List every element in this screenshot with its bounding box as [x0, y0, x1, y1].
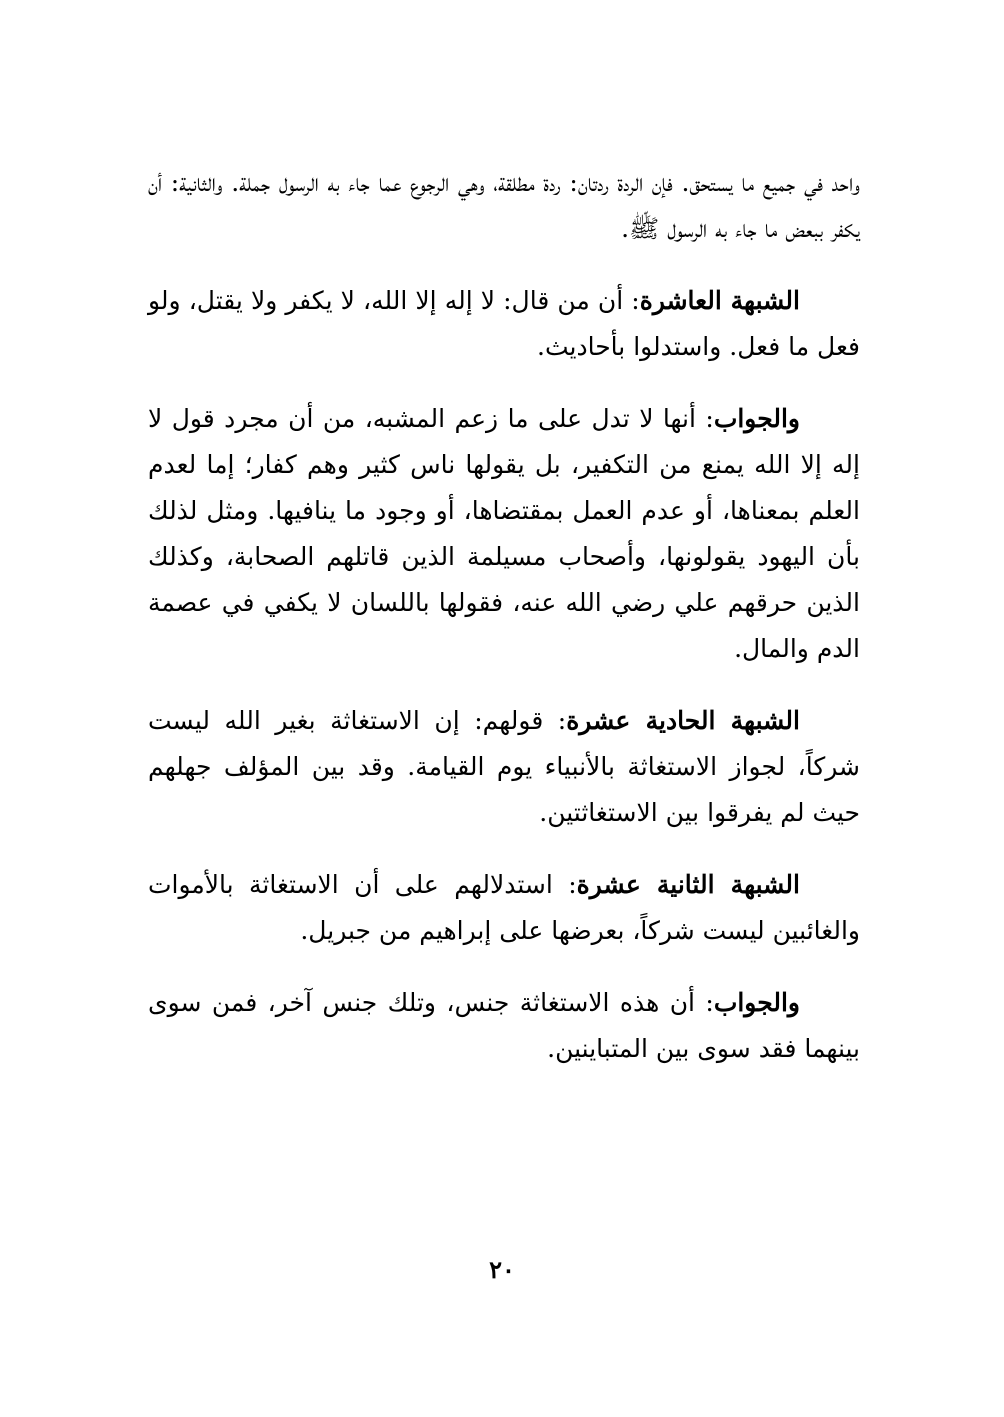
- paragraph-eleventh-doubt: [148, 698, 860, 836]
- page-number: ٢٠: [489, 1255, 515, 1284]
- paragraph-lead: والجواب: [713, 988, 800, 1017]
- paragraph-answer-twelfth: [148, 980, 860, 1072]
- paragraph-text: : قولهم: إن الاستغاثة بغير الله ليست شركاً، لجواز الاستغاثة بالأنبياء يوم القيامة. وقد بين المؤلف جهلهم حيث لم يفرقوا بين الاستغاثتين.: [148, 706, 860, 827]
- paragraph-lead: الشبهة العاشرة: [639, 286, 800, 315]
- paragraph-twelfth-doubt: [148, 862, 860, 954]
- paragraph-text: : استدلالهم على أن الاستغاثة بالأموات والغائبين ليست شركاً، بعرضها على إبراهيم من جبريل.: [148, 870, 860, 945]
- paragraph-lead: والجواب: [713, 404, 800, 433]
- paragraph-text: واحد في جميع ما يستحق. فإن الردة ردتان: ردة مطلقة، وهي الرجوع عما جاء به الرسول جملة. والثانية: أن يكفر ببعض ما جاء به الرسول ﷺ.: [148, 168, 860, 243]
- page-body: [148, 160, 860, 1098]
- paragraph-lead: الشبهة الثانية عشرة: [576, 870, 800, 899]
- paragraph-text: : أن من قال: لا إله إلا الله، لا يكفر ولا يقتل، ولو فعل ما فعل. واستدلوا بأحاديث.: [148, 286, 860, 361]
- paragraph-intro: [148, 160, 860, 252]
- paragraph-answer-tenth: [148, 396, 860, 672]
- paragraph-text: : أنها لا تدل على ما زعم المشبه، من أن مجرد قول لا إله إلا الله يمنع من التكفير، بل يقولها ناس كثير وهم كفار؛ إما لعدم العلم بمعناها، أو عدم العمل بمقتضاها، أو وجود ما ينافيها. ومثل لذلك بأن اليهود يقولونها، وأصحاب مسيلمة الذين قاتلهم الصحابة، وكذلك الذين حرقهم علي رضي الله عنه، فقولها باللسان لا يكفي في عصمة الدم والمال.: [148, 404, 860, 663]
- paragraph-lead: الشبهة الحادية عشرة: [566, 706, 800, 735]
- paragraph-text: : أن هذه الاستغاثة جنس، وتلك جنس آخر، فمن سوى بينهما فقد سوى بين المتباينين.: [148, 988, 860, 1063]
- paragraph-tenth-doubt: [148, 278, 860, 370]
